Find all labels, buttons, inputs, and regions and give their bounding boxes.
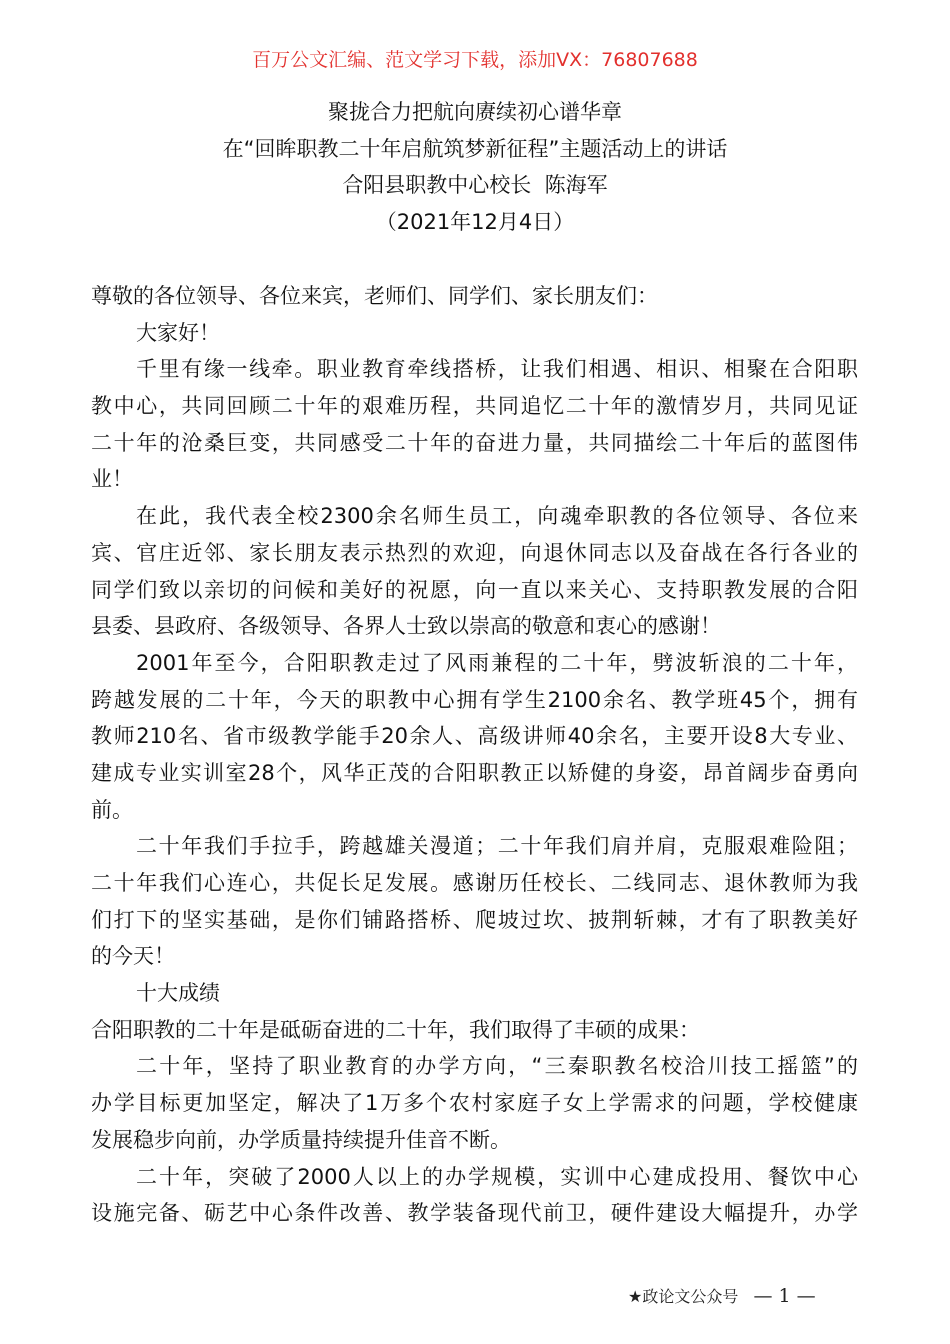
page-footer <box>628 1282 816 1311</box>
body-text-line: 教中心，共同回顾二十年的艰难历程，共同追忆二十年的激情岁月，共同见证 <box>91 394 858 419</box>
body-text-line: 二十年我们心连心，共促长足发展。感谢历任校长、二线同志、退休教师为我 <box>91 871 858 895</box>
watermark-banner: 百万公文汇编、范文学习下载，添加VX：76807688 <box>252 49 698 71</box>
body-text-line: 十大成绩 <box>136 981 220 1006</box>
body-text-line: 尊敬的各位领导、各位来宾，老师们、同学们、家长朋友们： <box>91 284 658 308</box>
document-body <box>91 278 858 1232</box>
body-text-line: 合阳职教的二十年是砥砺奋进的二十年，我们取得了丰硕的成果： <box>91 1017 700 1042</box>
document-title: 聚拢合力把航向赓续初心谱华章 <box>328 100 622 124</box>
body-text-line: 同学们致以亲切的问候和美好的祝愿，向一直以来关心、支持职教发展的合阳 <box>91 577 858 602</box>
body-text-line: 们打下的坚实基础，是你们铺路搭桥、爬坡过坎、披荆斩棘，才有了职教美好 <box>91 907 858 932</box>
document-subtitle: 在“回眸职教二十年启航筑梦新征程”主题活动上的讲话 <box>222 136 728 161</box>
document-date: （2021年12月4日） <box>375 210 575 235</box>
body-text-line: 二十年的沧桑巨变，共同感受二十年的奋进力量，共同描绘二十年后的蓝图伟 <box>91 430 858 455</box>
body-text-line: 2001年至今，合阳职教走过了风雨兼程的二十年，劈波斩浪的二十年， <box>136 650 858 675</box>
document-header <box>0 94 950 241</box>
body-text-line: 建成专业实训室28个，风华正茂的合阳职教正以矫健的身姿，昂首阔步奋勇向 <box>91 760 858 785</box>
body-text-line: 业！ <box>91 467 133 492</box>
body-text-line: 宾、官庄近邻、家长朋友表示热烈的欢迎，向退休同志以及奋战在各行各业的 <box>91 540 858 565</box>
body-text-line: 二十年，坚持了职业教育的办学方向，“三秦职教名校洽川技工摇篮”的 <box>136 1054 858 1079</box>
body-text-line: 跨越发展的二十年，今天的职教中心拥有学生2100余名、教学班45个，拥有 <box>91 687 858 712</box>
body-text-line: 二十年我们手拉手，跨越雄关漫道；二十年我们肩并肩，克服艰难险阻； <box>136 834 858 859</box>
body-text-line: 大家好！ <box>136 320 220 345</box>
page-number: — 1 — <box>753 1285 816 1307</box>
body-text-line: 教师210名、省市级教学能手20余人、高级讲师40余名，主要开设8大专业、 <box>91 724 858 749</box>
document-author: 合阳县职教中心校长 陈海军 <box>342 173 608 198</box>
footer-source: ★政论文公众号 <box>628 1287 739 1306</box>
body-text-line: 在此，我代表全校2300余名师生员工，向魂牵职教的各位领导、各位来 <box>136 504 858 529</box>
body-text-line: 前。 <box>91 797 133 822</box>
body-text-line: 发展稳步向前，办学质量持续提升佳音不断。 <box>91 1127 511 1152</box>
body-text-line: 设施完备、砺艺中心条件改善、教学装备现代前卫，硬件建设大幅提升，办学 <box>91 1201 858 1226</box>
body-text-line: 办学目标更加坚定，解决了1万多个农村家庭子女上学需求的问题，学校健康 <box>91 1091 858 1116</box>
body-text-line: 县委、县政府、各级领导、各界人士致以崇高的敬意和衷心的感谢！ <box>91 614 721 639</box>
body-text-line: 的今天！ <box>91 944 175 969</box>
body-text-line: 二十年，突破了2000人以上的办学规模，实训中心建成投用、餐饮中心 <box>136 1164 858 1189</box>
body-text-line: 千里有缘一线牵。职业教育牵线搭桥，让我们相遇、相识、相聚在合阳职 <box>136 357 858 382</box>
